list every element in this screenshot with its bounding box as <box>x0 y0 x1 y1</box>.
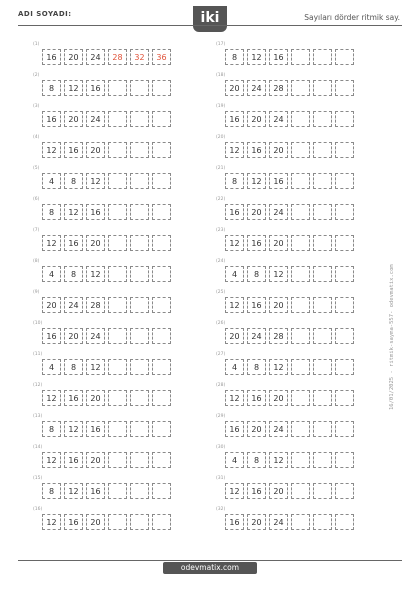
number-box: 20 <box>64 111 83 127</box>
answer-boxes <box>225 483 354 499</box>
side-watermark-text: 16/01/2025 - ritmik-sayma-557- odevmatix.com <box>389 264 395 410</box>
empty-answer-box[interactable] <box>313 483 332 499</box>
empty-answer-box[interactable] <box>130 359 149 375</box>
empty-answer-box[interactable] <box>335 111 354 127</box>
empty-answer-box[interactable] <box>291 452 310 468</box>
exercise-number: (13) <box>33 414 43 419</box>
empty-answer-box[interactable] <box>291 297 310 313</box>
empty-answer-box[interactable] <box>291 235 310 251</box>
empty-answer-box[interactable] <box>335 328 354 344</box>
answer-boxes <box>42 142 171 158</box>
number-box: 12 <box>42 142 61 158</box>
number-box: 20 <box>269 142 288 158</box>
exercise-row <box>216 416 396 447</box>
empty-answer-box[interactable] <box>335 483 354 499</box>
empty-answer-box[interactable] <box>130 173 149 189</box>
number-box: 16 <box>86 483 105 499</box>
answer-boxes <box>225 452 354 468</box>
empty-answer-box[interactable] <box>152 483 171 499</box>
number-box: 8 <box>42 204 61 220</box>
exercise-number: (1) <box>33 42 40 47</box>
number-box: 12 <box>225 235 244 251</box>
number-box: 8 <box>42 80 61 96</box>
exercise-number: (19) <box>216 104 226 109</box>
number-box: 16 <box>269 173 288 189</box>
number-box: 12 <box>86 173 105 189</box>
number-box: 8 <box>42 421 61 437</box>
number-box: 20 <box>269 297 288 313</box>
empty-answer-box[interactable] <box>335 266 354 282</box>
number-box: 16 <box>42 111 61 127</box>
empty-answer-box[interactable] <box>313 204 332 220</box>
empty-answer-box[interactable] <box>152 452 171 468</box>
answer-boxes <box>42 235 171 251</box>
number-box: 4 <box>42 359 61 375</box>
empty-answer-box[interactable] <box>335 421 354 437</box>
exercise-row <box>33 106 213 137</box>
number-box: 24 <box>269 514 288 530</box>
empty-answer-box[interactable] <box>130 111 149 127</box>
empty-answer-box[interactable] <box>152 421 171 437</box>
exercise-number: (20) <box>216 135 226 140</box>
number-box: 12 <box>42 235 61 251</box>
footer-site: odevmatix.com <box>163 562 257 574</box>
number-box: 16 <box>247 142 266 158</box>
number-box: 12 <box>269 266 288 282</box>
empty-answer-box[interactable] <box>130 483 149 499</box>
number-box: 8 <box>225 173 244 189</box>
exercise-row <box>216 199 396 230</box>
number-box: 8 <box>247 452 266 468</box>
number-box: 20 <box>269 235 288 251</box>
number-box: 16 <box>86 80 105 96</box>
number-box: 8 <box>64 173 83 189</box>
number-box: 12 <box>64 80 83 96</box>
number-box: 8 <box>64 359 83 375</box>
number-box: 12 <box>64 483 83 499</box>
empty-answer-box[interactable] <box>130 297 149 313</box>
empty-answer-box[interactable] <box>152 111 171 127</box>
name-label: ADI SOYADI: <box>18 10 72 18</box>
exercise-row <box>216 323 396 354</box>
empty-answer-box[interactable] <box>108 297 127 313</box>
empty-answer-box[interactable] <box>313 359 332 375</box>
empty-answer-box[interactable] <box>313 266 332 282</box>
empty-answer-box[interactable] <box>291 111 310 127</box>
number-box: 12 <box>225 390 244 406</box>
empty-answer-box[interactable] <box>291 483 310 499</box>
number-box: 20 <box>86 235 105 251</box>
number-box: 4 <box>42 266 61 282</box>
empty-answer-box[interactable] <box>335 235 354 251</box>
empty-answer-box[interactable] <box>313 514 332 530</box>
number-box: 20 <box>269 483 288 499</box>
number-box: 16 <box>42 49 61 65</box>
number-box: 20 <box>269 390 288 406</box>
empty-answer-box[interactable] <box>291 49 310 65</box>
number-box: 16 <box>269 49 288 65</box>
answer-boxes <box>225 297 354 313</box>
exercise-number: (14) <box>33 445 43 450</box>
exercise-number: (7) <box>33 228 40 233</box>
exercise-number: (21) <box>216 166 226 171</box>
exercise-number: (10) <box>33 321 43 326</box>
number-box: 16 <box>247 297 266 313</box>
number-box: 20 <box>247 514 266 530</box>
empty-answer-box[interactable] <box>291 514 310 530</box>
number-box: 8 <box>247 359 266 375</box>
number-box: 20 <box>247 204 266 220</box>
number-box: 24 <box>86 49 105 65</box>
empty-answer-box[interactable] <box>130 204 149 220</box>
exercise-row <box>33 354 213 385</box>
empty-answer-box[interactable] <box>152 297 171 313</box>
exercise-number: (3) <box>33 104 40 109</box>
exercise-row <box>33 292 213 323</box>
footer-divider <box>18 560 402 561</box>
exercise-number: (17) <box>216 42 226 47</box>
exercise-number: (31) <box>216 476 226 481</box>
empty-answer-box[interactable] <box>291 173 310 189</box>
answer-boxes <box>225 266 354 282</box>
empty-answer-box[interactable] <box>313 390 332 406</box>
number-box: 16 <box>225 111 244 127</box>
number-box: 16 <box>225 514 244 530</box>
answer-boxes <box>42 452 171 468</box>
exercise-row <box>33 447 213 478</box>
answer-boxes <box>225 235 354 251</box>
number-box: 12 <box>64 421 83 437</box>
number-box: 16 <box>42 328 61 344</box>
exercise-row <box>33 137 213 168</box>
exercise-row <box>216 230 396 261</box>
exercise-number: (30) <box>216 445 226 450</box>
number-box: 20 <box>42 297 61 313</box>
empty-answer-box[interactable] <box>313 142 332 158</box>
exercise-number: (15) <box>33 476 43 481</box>
empty-answer-box[interactable] <box>291 80 310 96</box>
number-box: 20 <box>86 514 105 530</box>
answer-boxes <box>225 80 354 96</box>
exercise-number: (8) <box>33 259 40 264</box>
empty-answer-box[interactable] <box>313 80 332 96</box>
side-watermark <box>389 190 405 410</box>
number-box: 24 <box>269 204 288 220</box>
number-box: 20 <box>225 80 244 96</box>
empty-answer-box[interactable] <box>108 142 127 158</box>
empty-answer-box[interactable] <box>108 235 127 251</box>
number-box: 4 <box>42 173 61 189</box>
empty-answer-box[interactable] <box>335 359 354 375</box>
answer-boxes <box>42 204 171 220</box>
exercise-number: (28) <box>216 383 226 388</box>
number-box: 16 <box>64 390 83 406</box>
empty-answer-box[interactable] <box>335 297 354 313</box>
number-box: 32 <box>130 49 149 65</box>
answer-boxes <box>42 173 171 189</box>
number-box: 28 <box>269 328 288 344</box>
number-box: 36 <box>152 49 171 65</box>
exercise-number: (25) <box>216 290 226 295</box>
logo: iki <box>193 6 227 32</box>
number-box: 24 <box>269 111 288 127</box>
exercise-row <box>33 261 213 292</box>
empty-answer-box[interactable] <box>313 421 332 437</box>
empty-answer-box[interactable] <box>152 514 171 530</box>
number-box: 12 <box>64 204 83 220</box>
empty-answer-box[interactable] <box>108 359 127 375</box>
empty-answer-box[interactable] <box>335 452 354 468</box>
empty-answer-box[interactable] <box>152 390 171 406</box>
empty-answer-box[interactable] <box>130 421 149 437</box>
number-box: 28 <box>269 80 288 96</box>
number-box: 24 <box>269 421 288 437</box>
answer-boxes <box>225 390 354 406</box>
number-box: 12 <box>225 297 244 313</box>
number-box: 4 <box>225 266 244 282</box>
exercise-number: (23) <box>216 228 226 233</box>
answer-boxes <box>225 111 354 127</box>
number-box: 8 <box>42 483 61 499</box>
empty-answer-box[interactable] <box>291 266 310 282</box>
empty-answer-box[interactable] <box>108 266 127 282</box>
empty-answer-box[interactable] <box>152 266 171 282</box>
number-box: 16 <box>86 204 105 220</box>
exercise-row <box>216 75 396 106</box>
answer-boxes <box>225 328 354 344</box>
answer-boxes <box>42 266 171 282</box>
exercise-row <box>216 137 396 168</box>
exercise-row <box>33 509 213 540</box>
number-box: 12 <box>42 390 61 406</box>
exercise-row <box>216 447 396 478</box>
exercise-number: (6) <box>33 197 40 202</box>
empty-answer-box[interactable] <box>130 452 149 468</box>
exercise-row <box>33 416 213 447</box>
empty-answer-box[interactable] <box>130 514 149 530</box>
exercise-row <box>216 168 396 199</box>
empty-answer-box[interactable] <box>108 173 127 189</box>
exercise-row <box>33 168 213 199</box>
number-box: 12 <box>42 514 61 530</box>
exercise-number: (16) <box>33 507 43 512</box>
empty-answer-box[interactable] <box>335 80 354 96</box>
answer-boxes <box>225 49 354 65</box>
empty-answer-box[interactable] <box>313 49 332 65</box>
exercise-number: (5) <box>33 166 40 171</box>
empty-answer-box[interactable] <box>313 111 332 127</box>
number-box: 12 <box>247 49 266 65</box>
empty-answer-box[interactable] <box>335 514 354 530</box>
answer-boxes <box>42 390 171 406</box>
exercise-number: (9) <box>33 290 40 295</box>
number-box: 16 <box>64 142 83 158</box>
answer-boxes <box>42 514 171 530</box>
empty-answer-box[interactable] <box>335 142 354 158</box>
number-box: 12 <box>247 173 266 189</box>
number-box: 28 <box>86 297 105 313</box>
number-box: 20 <box>64 328 83 344</box>
empty-answer-box[interactable] <box>108 328 127 344</box>
exercise-row <box>33 199 213 230</box>
number-box: 24 <box>86 111 105 127</box>
empty-answer-box[interactable] <box>313 328 332 344</box>
exercise-row <box>216 354 396 385</box>
exercise-row <box>216 509 396 540</box>
empty-answer-box[interactable] <box>130 266 149 282</box>
empty-answer-box[interactable] <box>313 297 332 313</box>
number-box: 12 <box>86 266 105 282</box>
number-box: 8 <box>247 266 266 282</box>
exercise-number: (4) <box>33 135 40 140</box>
empty-answer-box[interactable] <box>108 204 127 220</box>
exercise-number: (32) <box>216 507 226 512</box>
number-box: 28 <box>108 49 127 65</box>
empty-answer-box[interactable] <box>335 49 354 65</box>
empty-answer-box[interactable] <box>291 142 310 158</box>
exercise-row <box>33 230 213 261</box>
answer-boxes <box>225 173 354 189</box>
empty-answer-box[interactable] <box>152 173 171 189</box>
exercise-row <box>33 44 213 75</box>
answer-boxes <box>225 142 354 158</box>
exercise-row <box>216 478 396 509</box>
empty-answer-box[interactable] <box>152 204 171 220</box>
worksheet-title: Sayıları dörder ritmik say. <box>304 13 400 22</box>
left-column <box>33 44 213 540</box>
exercise-number: (24) <box>216 259 226 264</box>
answer-boxes <box>42 483 171 499</box>
answer-boxes <box>225 204 354 220</box>
empty-answer-box[interactable] <box>108 80 127 96</box>
answer-boxes <box>225 514 354 530</box>
empty-answer-box[interactable] <box>130 390 149 406</box>
number-box: 16 <box>64 452 83 468</box>
number-box: 12 <box>225 483 244 499</box>
number-box: 12 <box>86 359 105 375</box>
answer-boxes <box>42 359 171 375</box>
empty-answer-box[interactable] <box>152 80 171 96</box>
number-box: 4 <box>225 359 244 375</box>
empty-answer-box[interactable] <box>291 359 310 375</box>
number-box: 16 <box>64 235 83 251</box>
answer-boxes <box>225 421 354 437</box>
answer-boxes <box>42 328 171 344</box>
number-box: 16 <box>64 514 83 530</box>
answer-boxes <box>225 359 354 375</box>
number-box: 12 <box>269 452 288 468</box>
exercise-number: (18) <box>216 73 226 78</box>
empty-answer-box[interactable] <box>335 390 354 406</box>
number-box: 16 <box>225 204 244 220</box>
number-box: 20 <box>86 142 105 158</box>
empty-answer-box[interactable] <box>152 359 171 375</box>
number-box: 16 <box>247 483 266 499</box>
number-box: 24 <box>247 80 266 96</box>
empty-answer-box[interactable] <box>291 421 310 437</box>
answer-boxes <box>42 421 171 437</box>
number-box: 16 <box>86 421 105 437</box>
answer-boxes <box>42 297 171 313</box>
exercise-row <box>216 261 396 292</box>
exercise-number: (26) <box>216 321 226 326</box>
empty-answer-box[interactable] <box>313 235 332 251</box>
empty-answer-box[interactable] <box>291 204 310 220</box>
number-box: 12 <box>42 452 61 468</box>
number-box: 8 <box>225 49 244 65</box>
exercise-row <box>33 75 213 106</box>
number-box: 16 <box>225 421 244 437</box>
number-box: 20 <box>247 421 266 437</box>
exercise-number: (29) <box>216 414 226 419</box>
exercise-row <box>33 478 213 509</box>
empty-answer-box[interactable] <box>291 390 310 406</box>
number-box: 20 <box>247 111 266 127</box>
exercise-number: (12) <box>33 383 43 388</box>
answer-boxes <box>42 49 171 65</box>
number-box: 20 <box>225 328 244 344</box>
number-box: 12 <box>269 359 288 375</box>
answer-boxes <box>42 111 171 127</box>
empty-answer-box[interactable] <box>313 452 332 468</box>
number-box: 8 <box>64 266 83 282</box>
empty-answer-box[interactable] <box>108 421 127 437</box>
answer-boxes <box>42 80 171 96</box>
empty-answer-box[interactable] <box>108 111 127 127</box>
exercise-row <box>33 385 213 416</box>
empty-answer-box[interactable] <box>335 173 354 189</box>
exercise-row <box>216 106 396 137</box>
number-box: 24 <box>64 297 83 313</box>
exercise-row <box>216 292 396 323</box>
empty-answer-box[interactable] <box>108 390 127 406</box>
empty-answer-box[interactable] <box>130 142 149 158</box>
empty-answer-box[interactable] <box>313 173 332 189</box>
number-box: 20 <box>86 390 105 406</box>
empty-answer-box[interactable] <box>152 142 171 158</box>
exercise-number: (27) <box>216 352 226 357</box>
empty-answer-box[interactable] <box>130 328 149 344</box>
exercise-number: (2) <box>33 73 40 78</box>
number-box: 24 <box>247 328 266 344</box>
empty-answer-box[interactable] <box>335 204 354 220</box>
number-box: 20 <box>64 49 83 65</box>
number-box: 16 <box>247 235 266 251</box>
exercise-row <box>33 323 213 354</box>
exercise-number: (11) <box>33 352 43 357</box>
number-box: 12 <box>225 142 244 158</box>
empty-answer-box[interactable] <box>108 483 127 499</box>
empty-answer-box[interactable] <box>130 80 149 96</box>
exercise-row <box>216 385 396 416</box>
number-box: 24 <box>86 328 105 344</box>
exercise-row <box>216 44 396 75</box>
empty-answer-box[interactable] <box>152 235 171 251</box>
empty-answer-box[interactable] <box>108 452 127 468</box>
empty-answer-box[interactable] <box>152 328 171 344</box>
exercise-number: (22) <box>216 197 226 202</box>
number-box: 4 <box>225 452 244 468</box>
number-box: 16 <box>247 390 266 406</box>
empty-answer-box[interactable] <box>108 514 127 530</box>
number-box: 20 <box>86 452 105 468</box>
empty-answer-box[interactable] <box>291 328 310 344</box>
header-divider <box>18 25 402 26</box>
empty-answer-box[interactable] <box>130 235 149 251</box>
right-column <box>216 44 396 540</box>
